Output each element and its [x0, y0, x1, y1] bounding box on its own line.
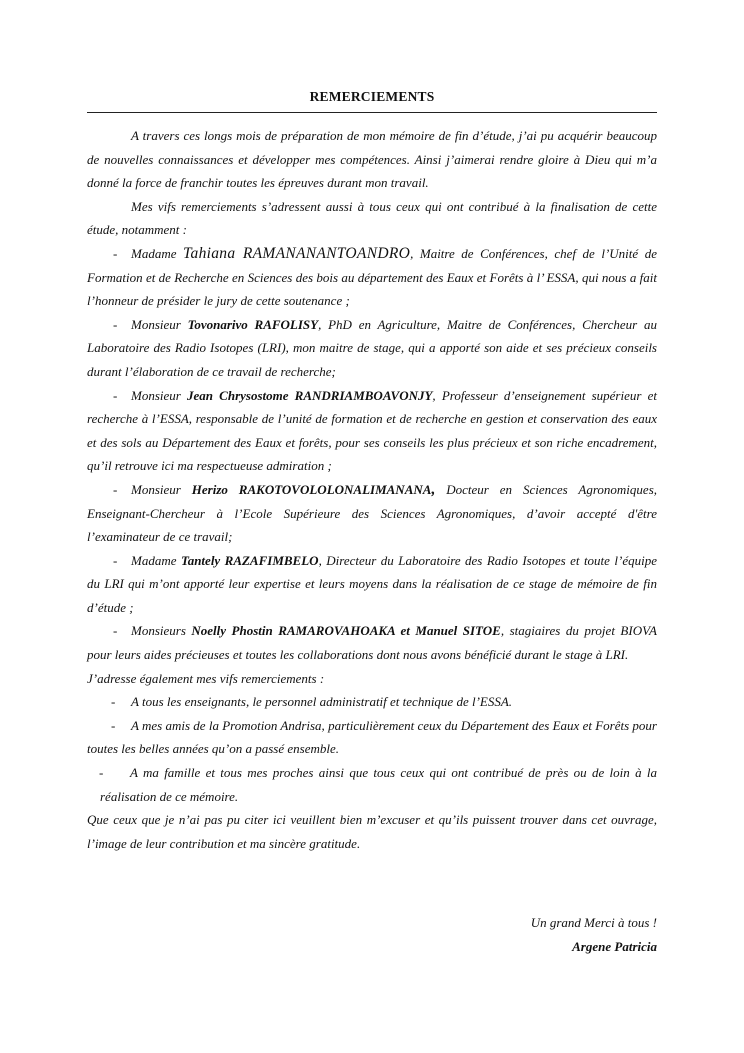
dash-bullet: -: [111, 717, 116, 733]
person-name: Tahiana RAMANANANTOANDRO: [183, 244, 411, 262]
signature: Argene Patricia: [572, 939, 657, 954]
dash-bullet: -: [113, 623, 118, 639]
person-name: Tantely RAZAFIMBELO: [180, 552, 319, 568]
person-name: Herizo RAKOTOVOLOLONALIMANANA: [191, 481, 432, 497]
person-name: Tovonarivo RAFOLISY: [187, 316, 319, 332]
list-item: - Monsieur Tovonarivo RAFOLISY, PhD en Agriculture, Maitre de Conférences, Chercheur au Laboratoire des Radio Isotopes (LRI), mon maitre de stage, qui a apporté son aide et ses précieux conseils durant l’élaboration de ce travail de recherche;: [87, 313, 657, 384]
person-name: Noelly Phostin RAMAROVAHOAKA et Manuel SITOE: [191, 623, 501, 639]
list-item: - Madame Tahiana RAMANANANTOANDRO, Maitre de Conférences, chef de l’Unité de Formation et de Recherche en Sciences des bois au département des Eaux et Forêts à l’ ESSA, qui nous a fait l’honneur de présider le jury de cette soutenance ;: [87, 242, 657, 313]
list-item: - Monsieur Herizo RAKOTOVOLOLONALIMANANA, Docteur en Sciences Agronomiques, Enseignant-Chercheur à l’Ecole Supérieure des Sciences Agronomiques, d’avoir accepté d'être l’examinateur de ce travail;: [87, 478, 657, 549]
acknowledgements-body: [87, 124, 657, 855]
thanks-line: Un grand Merci à tous !: [530, 915, 657, 930]
page-title: REMERCIEMENTS: [309, 89, 435, 104]
list-item: - A tous les enseignants, le personnel administratif et technique de l’ESSA.: [87, 690, 657, 714]
dash-bullet: -: [99, 765, 104, 781]
list-item: - A ma famille et tous mes proches ainsi que tous ceux qui ont contribué de près ou de loin à la réalisation de ce mémoire.: [87, 761, 657, 808]
dash-bullet: -: [113, 316, 118, 332]
list-item: - Monsieur Jean Chrysostome RANDRIAMBOAVONJY, Professeur d’enseignement supérieur et recherche à l’ESSA, responsable de l’unité de formation et de recherche en gestion et conservation des eaux et des sols au Département des Eaux et forêts, pour ses conseils les plus précieux et son riche encadrement, qu’il retrouve ici ma respectueuse admiration ;: [87, 384, 657, 478]
person-name: Jean Chrysostome RANDRIAMBOAVONJY: [187, 387, 433, 403]
dash-bullet: -: [111, 694, 116, 710]
title-divider: [87, 112, 657, 113]
list-item: - Monsieurs Noelly Phostin RAMAROVAHOAKA et Manuel SITOE, stagiaires du projet BIOVA pour leurs aides précieuses et toutes les collaborations dont nous avons bénéficié durant le stage à LRI.: [87, 619, 657, 666]
intro-paragraph-2: Mes vifs remerciements s’adressent aussi à tous ceux qui ont contribué à la finalisation de cette étude, notamment :: [87, 198, 657, 238]
signoff: [531, 911, 657, 959]
dash-bullet: -: [113, 552, 118, 568]
intro-paragraph-1: A travers ces longs mois de préparation de mon mémoire de fin d’étude, j’ai pu acquérir beaucoup de nouvelles connaissances et développer mes compétences. Ainsi j’aimerai rendre gloire à Dieu qui m’a donné la force de franchir toutes les épreuves durant mon travail.: [87, 128, 657, 191]
also-intro: J’adresse également mes vifs remerciements :: [87, 670, 325, 686]
dash-bullet: -: [113, 387, 118, 403]
list-item: - Madame Tantely RAZAFIMBELO, Directeur du Laboratoire des Radio Isotopes et toute l’équipe du LRI qui m’ont apporté leur expertise et leurs moyens dans la réalisation de ce stage de mémoire de fin d’étude ;: [87, 549, 657, 620]
dash-bullet: -: [113, 245, 118, 261]
closing-paragraph: Que ceux que je n’ai pas pu citer ici veuillent bien m’excuser et qu’ils puissent trouver dans cet ouvrage, l’image de leur contribution et ma sincère gratitude.: [87, 812, 657, 851]
dash-bullet: -: [113, 481, 118, 497]
list-item: - A mes amis de la Promotion Andrisa, particulièrement ceux du Département des Eaux et Forêts pour toutes les belles années qu’on a passé ensemble.: [87, 714, 657, 761]
